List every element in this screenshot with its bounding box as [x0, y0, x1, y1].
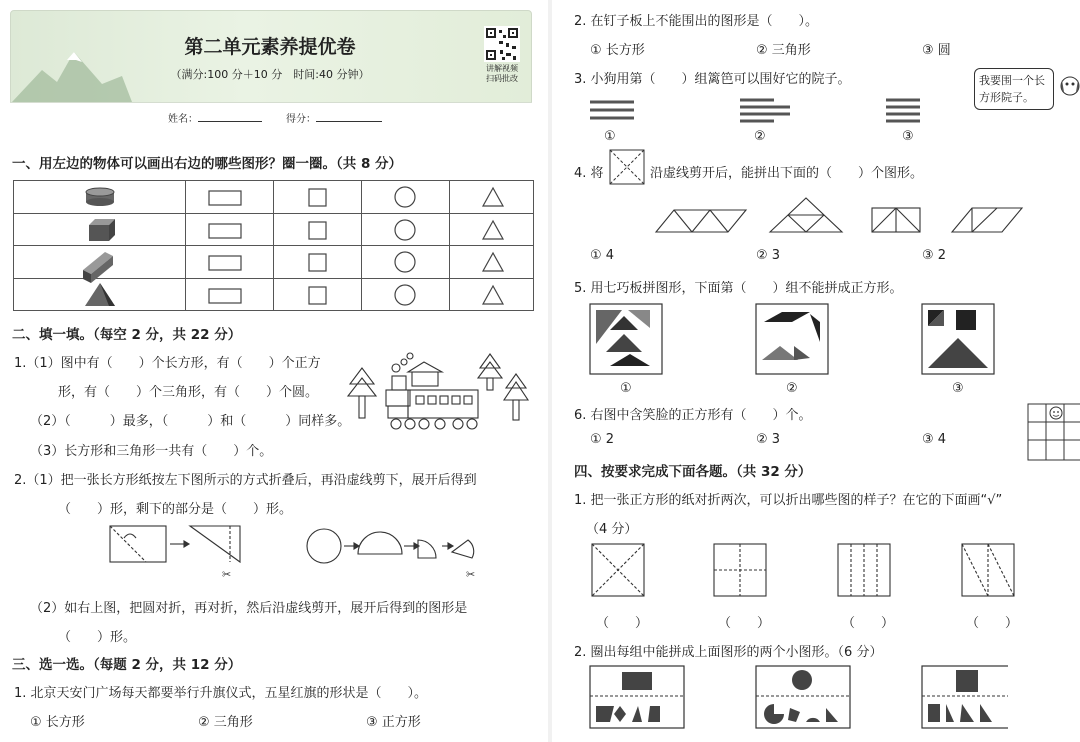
rectangle-shape [209, 256, 241, 270]
square-shape [309, 254, 326, 271]
answer-box-4[interactable]: （ ） [966, 616, 1019, 631]
s3-q1-option-2[interactable]: ② 三角形 [198, 715, 253, 730]
s2-q1-1b: 形，有（ ）个三角形，有（ ）个圆。 [58, 385, 319, 400]
s2-q2-2b: （ ）形。 [58, 630, 137, 645]
s3-q5: 5. 用七巧板拼图形，下面第（ ）组不能拼成正方形。 [574, 281, 903, 296]
s3-q6-option-1[interactable]: ① 2 [590, 432, 615, 447]
train-trees-illustration [346, 348, 532, 436]
s3-q5-option-3[interactable]: ③ [952, 381, 964, 396]
section2-heading: 二、填一填。（每空 2 分，共 22 分） [12, 327, 242, 343]
s3-q3-option-2[interactable]: ② [754, 129, 766, 144]
triangle-combos [652, 194, 1032, 238]
s3-q2-option-3[interactable]: ③ 圆 [922, 43, 951, 58]
pyramid-object [85, 283, 115, 306]
s3-q4-option-1[interactable]: ① 4 [590, 248, 615, 263]
tangram-options [588, 302, 1008, 378]
section3-heading: 三、选一选。（每题 2 分，共 12 分） [12, 657, 242, 673]
triangle-shape [483, 286, 503, 304]
s3-q1-option-3[interactable]: ③ 正方形 [366, 715, 421, 730]
rectangle-shape [209, 191, 241, 205]
s2-q2-1b: （ ）形，剩下的部分是（ ）形。 [58, 502, 293, 517]
s3-q4-post: 沿虚线剪开后，能拼出下面的（ ）个图形。 [650, 166, 924, 181]
s3-q4-option-2[interactable]: ② 3 [756, 248, 781, 263]
fold-squares [588, 542, 1028, 600]
answer-box-1[interactable]: （ ） [596, 616, 649, 631]
compose-groups [588, 664, 1008, 730]
score-field[interactable] [316, 121, 382, 122]
s3-q2: 2. 在钉子板上不能围出的图形是（ ）。 [574, 14, 819, 29]
answer-box-3[interactable]: （ ） [842, 616, 895, 631]
s4-q2: 2. 圈出每组中能拼成上面图形的两个小图形。（6 分） [574, 645, 883, 660]
name-label: 姓名： [168, 114, 198, 125]
s3-q4-option-3[interactable]: ③ 2 [922, 248, 947, 263]
s2-q1-3: （3）长方形和三角形一共有（ ）个。 [30, 444, 273, 459]
name-strip [10, 102, 532, 132]
circle-shape [395, 252, 415, 272]
section1-heading: 一、用左边的物体可以画出右边的哪些图形？圈一圈。（共 8 分） [12, 156, 403, 172]
s4-q1-score: （4 分） [586, 522, 638, 537]
score-label: 得分： [286, 114, 316, 125]
triangle-shape [483, 253, 503, 271]
cuboid-object [83, 252, 113, 283]
qr-caption: 讲解视频 扫码批改 [486, 64, 518, 83]
square-cut-icon [608, 148, 646, 186]
name-field[interactable] [198, 121, 262, 122]
square-shape [309, 287, 326, 304]
s3-q5-option-2[interactable]: ② [786, 381, 798, 396]
s3-q2-option-2[interactable]: ② 三角形 [756, 43, 811, 58]
s3-q1: 1. 北京天安门广场每天都要举行升旗仪式，五星红旗的形状是（ ）。 [14, 686, 428, 701]
triangle-shape [483, 188, 503, 206]
rectangle-shape [209, 224, 241, 238]
svg-text:✂: ✂ [222, 568, 232, 581]
rectangle-shape [209, 289, 241, 303]
s3-q6: 6. 右图中含笑脸的正方形有（ ）个。 [574, 408, 812, 423]
s3-q3: 3. 小狗用第（ ）组篱笆可以围好它的院子。 [574, 72, 851, 87]
smiley-grid [1026, 402, 1080, 462]
s3-q3-option-3[interactable]: ③ [902, 129, 914, 144]
circle-shape [395, 220, 415, 240]
cylinder-object [86, 188, 114, 206]
triangle-shape [483, 221, 503, 239]
qr-code-icon[interactable] [484, 26, 520, 62]
paper-info: （满分:100 分＋10 分 时间:40 分钟） [170, 68, 370, 81]
dog-icon [1058, 74, 1080, 104]
square-shape [309, 189, 326, 206]
s3-q4-pre: 4. 将 [574, 166, 604, 181]
page-gutter [548, 0, 552, 742]
fence-options [584, 96, 944, 130]
s3-q1-option-1[interactable]: ① 长方形 [30, 715, 85, 730]
s3-q6-option-2[interactable]: ② 3 [756, 432, 781, 447]
speech-bubble: 我要围一个长方形院子。 [974, 68, 1054, 110]
circle-shape [395, 285, 415, 305]
answer-box-2[interactable]: （ ） [718, 616, 771, 631]
square-shape [309, 222, 326, 239]
s3-q2-option-1[interactable]: ① 长方形 [590, 43, 645, 58]
folding-illustration [106, 522, 486, 584]
s2-q1-1a: 1.（1）图中有（ ）个长方形，有（ ）个正方 [14, 356, 321, 371]
paper-title: 第二单元素养提优卷 [184, 36, 356, 58]
cube-object [89, 219, 115, 241]
s4-q1: 1. 把一张正方形的纸对折两次，可以折出哪些图的样子？在它的下面画“√” [574, 493, 1003, 508]
svg-text:✂: ✂ [466, 568, 476, 581]
s3-q6-option-3[interactable]: ③ 4 [922, 432, 947, 447]
s2-q2-1a: 2.（1）把一张长方形纸按左下图所示的方式折叠后，再沿虚线剪下，展开后得到 [14, 473, 477, 488]
s3-q3-option-1[interactable]: ① [604, 129, 616, 144]
section4-heading: 四、按要求完成下面各题。（共 32 分） [574, 464, 812, 480]
s2-q1-2: （2）（ ）最多，（ ）和（ ）同样多。 [30, 414, 351, 429]
circle-shape [395, 187, 415, 207]
s2-q2-2a: （2）如右上图，把圆对折，再对折，然后沿虚线剪开，展开后得到的图形是 [30, 601, 468, 616]
s3-q5-option-1[interactable]: ① [620, 381, 632, 396]
table-shapes [13, 180, 533, 312]
